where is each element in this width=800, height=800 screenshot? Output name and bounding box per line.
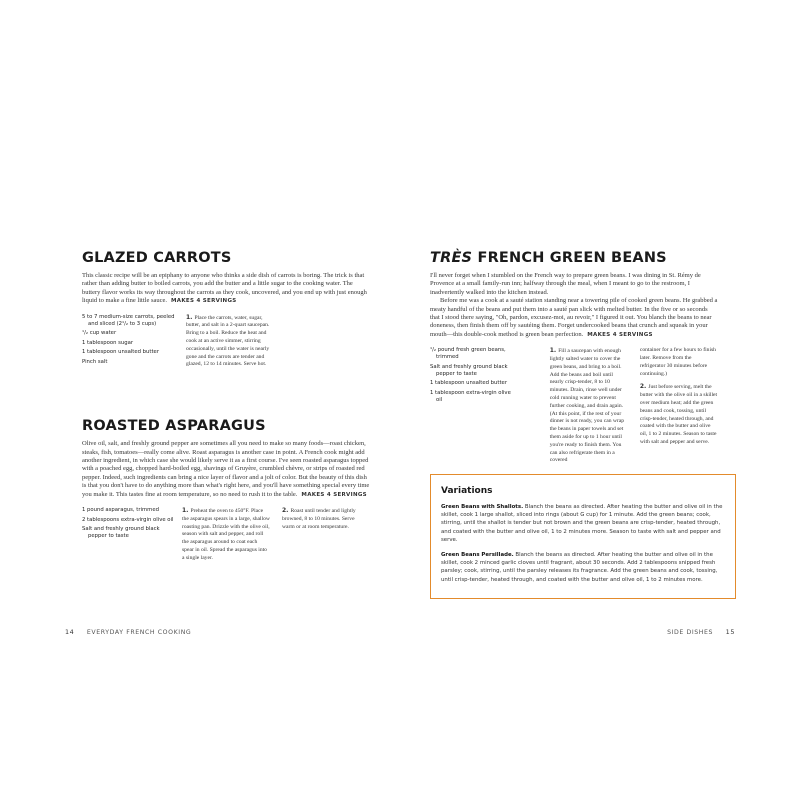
step-text: Fill a saucepan with enough lightly salted water to cover the green beans, and bring to a boil. Add the beans and boil until nearly crisp-tender, 8 to 10 minutes. Drain, rinse well under cold running water to prevent further cooking, and drain again. (At this point, if the rest of your dinner is not ready, you can wrap the beans in paper towels and set them aside for up to 1 hour until you're ready to finish them. You can also refrigerate them in a covered <box>549 348 625 464</box>
title-rest: FRENCH GREEN BEANS <box>472 250 667 266</box>
ingredient-item: 1 tablespoon sugar <box>82 339 134 346</box>
step-list <box>186 314 270 375</box>
step-item <box>182 507 270 563</box>
ingredient-item: Salt and freshly ground black pepper to taste <box>430 363 508 377</box>
variation-name: Green Beans Persillade. <box>441 552 514 559</box>
step-text: Preheat the oven to 450°F. Place the asparagus spears in a large, shallow roasting pan. Drizzle with the olive oil, season with salt and pepper, and roll the asparagus around to coat each spear in oil. Spread the asparagus into a single layer. <box>182 508 270 561</box>
right-page <box>430 250 718 470</box>
recipe-intro <box>82 272 370 306</box>
title-accent: TRÈS <box>430 250 473 266</box>
recipe-title: ROASTED ASPARAGUS <box>82 418 266 435</box>
left-page <box>82 250 370 568</box>
variation-item <box>441 551 725 584</box>
recipe-body <box>430 347 718 470</box>
right-footer <box>667 628 735 636</box>
step-number: 2. <box>639 383 647 391</box>
recipe-title <box>430 250 718 266</box>
step-list <box>182 507 270 568</box>
step-list <box>640 347 718 470</box>
intro-paragraph <box>430 297 718 339</box>
ingredient-item: 5 to 7 medium-size carrots, peeled and sliced (2¹/₂ to 3 cups) <box>82 313 175 327</box>
variations-box <box>430 474 736 599</box>
recipe-intro <box>82 440 370 499</box>
ingredient-list <box>82 314 178 375</box>
page-number: 14 <box>65 628 75 636</box>
ingredient-list <box>82 507 174 568</box>
step-number: 1. <box>182 507 189 515</box>
step-continued: container for a few hours to finish later. Remove from the refrigerator 30 minutes before continuing.) <box>639 347 716 377</box>
intro-paragraph: I'll never forget when I stumbled on the French way to prepare green beans. I was dining in St. Rémy de Provence at a small family-run inn; halfway through the meal, when I meant to go to the restroom, I inadvertently walked into the kitchen instead. <box>430 272 701 296</box>
step-list <box>550 347 628 470</box>
step-item <box>186 314 270 370</box>
recipe-title: GLAZED CARROTS <box>82 250 232 266</box>
step-number: 1. <box>549 347 557 355</box>
servings-label: MAKES 4 SERVINGS <box>171 298 237 305</box>
ingredient-list <box>430 347 514 470</box>
step-item <box>640 383 718 446</box>
recipe-intro <box>430 272 718 339</box>
variation-text: Blanch the beans as directed. After heating the butter and olive oil in the skillet, cook 1 large shallot, sliced into rings (about G cup) for 1 minute. Add the green beans; cook, stirring, until the shallot is tender but not brown and the green beans are crisp-tender, heated through, and coated with the butter and olive oil, 1 to 2 minutes more. Season to taste with salt and pepper and serve. <box>441 504 723 543</box>
recipe-roasted-asparagus <box>82 418 370 567</box>
recipe-body <box>82 314 370 375</box>
ingredient-item: ¹/₂ cup water <box>82 330 117 337</box>
ingredient-item: 1 tablespoon unsalted butter <box>82 349 159 356</box>
intro-text: Before me was a cook at a sauté station standing near a towering pile of cooked green beans. He grabbed a meaty handful of the beans and put them into a sauté pan slick with melted butter. In the five or so seconds that I stood there saying, "Oh, pardon, excusez-moi, au revoir," I figured it out. You blanch the beans to near doneness, then finish them off by sautéing them. Forget undercooked beans that crunch and squeak in your mouth—this double-cook method is green bean perfection. <box>430 297 718 338</box>
left-footer <box>65 628 191 636</box>
step-text: Just before serving, melt the butter with the olive oil in a skillet over medium heat; add the green beans and cook, tossing, until crisp-tender, heated through, and coated with the butter and olive oil, 1 to 2 minutes. Season to taste with salt and pepper and serve. <box>639 384 718 446</box>
ingredient-item: Pinch salt <box>82 358 108 365</box>
ingredient-item: Salt and freshly ground black pepper to taste <box>82 526 160 540</box>
ingredient-item: 2 tablespoons extra-virgin olive oil <box>82 516 174 523</box>
step-text: Place the carrots, water, sugar, butter, and salt in a 2-quart saucepan. Bring to a boil. Reduce the heat and cook at an active simmer, stirring occasionally, until the water is nearly gone and the carrots are tender and glazed, 12 to 14 minutes. Serve hot. <box>186 314 270 368</box>
step-item <box>550 347 628 465</box>
ingredient-item: 1 pound asparagus, trimmed <box>82 507 159 514</box>
page-number: 15 <box>725 628 735 636</box>
ingredient-item: 1 tablespoon extra-virgin olive oil <box>430 389 511 403</box>
step-number: 2. <box>282 507 289 515</box>
variation-name: Green Beans with Shallots. <box>441 504 524 510</box>
running-head: SIDE DISHES <box>667 629 714 636</box>
servings-label: MAKES 4 SERVINGS <box>587 331 653 338</box>
variation-item <box>441 503 725 544</box>
variations-title: Variations <box>441 486 493 496</box>
intro-text: Olive oil, salt, and freshly ground pepper are sometimes all you need to make so many foods—roast chicken, steaks, fish, tomatoes—really come alive. Roast asparagus is another case in point. A French cook might add another ingredient, in which case she would likely serve it as a first course. I've seen roasted asparagus topped with a poached egg, chopped hard-boiled egg, shavings of Gruyère, crumbled chèvre, or strips of roasted red pepper. Indeed, such ingredients can bring a nice layer of flavor and a jolt of color. But the beauty of this dish is that you don't have to do anything more than what's right here, and you'll have something special every time you make it. This tastes fine at room temperature, so no need to rush it to the table. <box>82 440 370 498</box>
step-item <box>282 507 366 531</box>
step-text: Roast until tender and lightly browned, 8 to 10 minutes. Serve warm or at room temperature. <box>282 508 356 530</box>
recipe-body <box>82 507 370 568</box>
ingredient-item: 1 tablespoon unsalted butter <box>430 380 507 387</box>
intro-text: This classic recipe will be an epiphany to anyone who thinks a side dish of carrots is boring. The trick is that rather than adding butter to boiled carrots, you add the butter and a little sugar to the cooking water. The buttery flavor works its way throughout the carrots as they cook, uncovered, and you end up with just enough liquid to make a fine little sauce. <box>82 272 367 305</box>
ingredient-item: ¹/₂ pound fresh green beans, trimmed <box>430 347 506 361</box>
running-head: EVERYDAY FRENCH COOKING <box>86 629 192 636</box>
recipe-glazed-carrots <box>82 250 370 374</box>
variation-text: Blanch the beans as directed. After heating the butter and olive oil in the skillet, cook 2 minced garlic cloves until fragrant, about 30 seconds. Add 2 tablespoons snipped fresh parsley; cook, stirring, until the parsley releases its fragrance. Add the green beans and cook, tossing, until crisp-tender, heated through, and coated with the butter and olive oil, 1 to 2 minutes more. <box>441 552 718 583</box>
step-number: 1. <box>186 313 193 321</box>
servings-label: MAKES 4 SERVINGS <box>301 491 367 498</box>
recipe-french-green-beans <box>430 250 718 470</box>
step-list <box>282 507 366 568</box>
